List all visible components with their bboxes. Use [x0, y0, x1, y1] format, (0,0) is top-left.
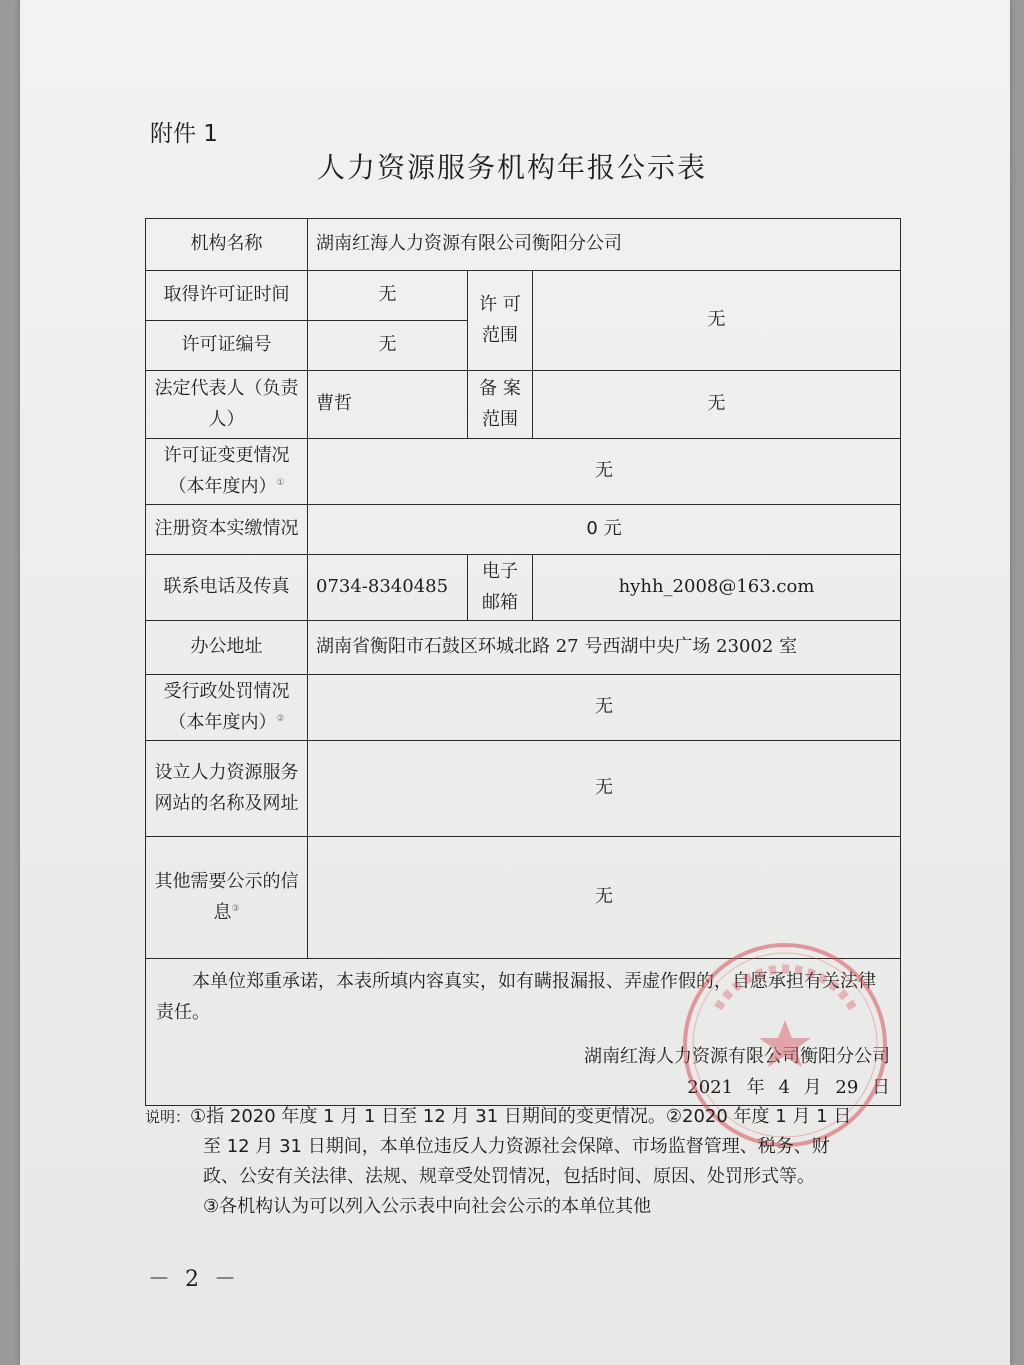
- license-number-value: 无: [308, 321, 468, 371]
- email-label: 电子 邮箱: [468, 555, 533, 621]
- penalty-footnote: ②: [276, 713, 285, 724]
- website-label: 设立人力资源服务网站的名称及网址: [146, 741, 308, 837]
- attachment-label: 附件 1: [150, 121, 218, 147]
- phone-label: 联系电话及传真: [146, 555, 308, 621]
- notes-line-3: 政、公安有关法律、法规、规章受处罚情况，包括时间、原因、处罚形式等。: [203, 1166, 815, 1187]
- other-info-label-text: 其他需要公示的信息: [154, 870, 299, 923]
- penalty-label-text: 受行政处罚情况（本年度内）: [163, 680, 290, 733]
- page-number: － 2 －: [148, 1267, 240, 1292]
- license-scope-label: [468, 271, 533, 371]
- notes-line-1: ①指 2020 年度 1 月 1 日至 12 月 31 日期间的变更情况。②2020 年度 1 月 1 日: [190, 1106, 852, 1127]
- org-name-value: 湖南红海人力资源有限公司衡阳分公司: [308, 219, 901, 271]
- capital-value: 0 元: [308, 505, 901, 555]
- pledge-text: 本单位郑重承诺，本表所填内容真实，如有瞒报漏报、弄虚作假的，自愿承担有关法律责任。: [156, 971, 876, 1023]
- address-label: 办公地址: [146, 621, 308, 675]
- legal-rep-value: 曹哲: [308, 371, 468, 439]
- org-name-label: 机构名称: [146, 219, 308, 271]
- notes-first-line: [145, 1102, 903, 1132]
- notes-line-4: ③各机构认为可以列入公示表中向社会公示的本单位其他: [203, 1196, 652, 1217]
- legal-rep-label: 法定代表人（负责人）: [146, 371, 308, 439]
- license-number-label: 许可证编号: [146, 321, 308, 371]
- capital-label: 注册资本实缴情况: [146, 505, 308, 555]
- penalty-label: [146, 675, 308, 741]
- license-change-label-text: 许可证变更情况（本年度内）: [163, 444, 290, 497]
- license-scope-label-text: 许 可 范围: [479, 293, 521, 346]
- license-time-label: 取得许可证时间: [146, 271, 308, 321]
- notes-line-2: 至 12 月 31 日期间，本单位违反人力资源社会保障、市场监督管理、税务、财: [203, 1136, 830, 1157]
- pledge-section: [146, 959, 901, 1106]
- email-value: hyhh_2008@163.com: [533, 555, 901, 621]
- license-change-footnote: ①: [276, 477, 285, 488]
- phone-value: 0734-8340485: [308, 555, 468, 621]
- address-value: 湖南省衡阳市石鼓区环城北路 27 号西湖中央广场 23002 室: [308, 621, 901, 675]
- license-scope-value: 无: [533, 271, 901, 371]
- document-title: 人力资源服务机构年报公示表: [316, 151, 707, 184]
- pledge-organization: 湖南红海人力资源有限公司衡阳分公司: [584, 1046, 891, 1068]
- penalty-value: 无: [308, 675, 901, 741]
- notes-label: 说明：: [145, 1108, 191, 1126]
- website-value: 无: [308, 741, 901, 837]
- pledge-date: 2021 年 4 月 29 日: [687, 1076, 891, 1098]
- record-scope-label: 备 案 范围: [468, 371, 533, 439]
- license-time-value: 无: [308, 271, 468, 321]
- license-change-value: 无: [308, 439, 901, 505]
- other-info-footnote: ③: [231, 903, 240, 914]
- other-info-value: 无: [308, 837, 901, 959]
- notes-section: [145, 1102, 903, 1222]
- record-scope-value: 无: [533, 371, 901, 439]
- other-info-label: [146, 837, 308, 959]
- license-change-label: [146, 439, 308, 505]
- report-form-table: [145, 218, 901, 1106]
